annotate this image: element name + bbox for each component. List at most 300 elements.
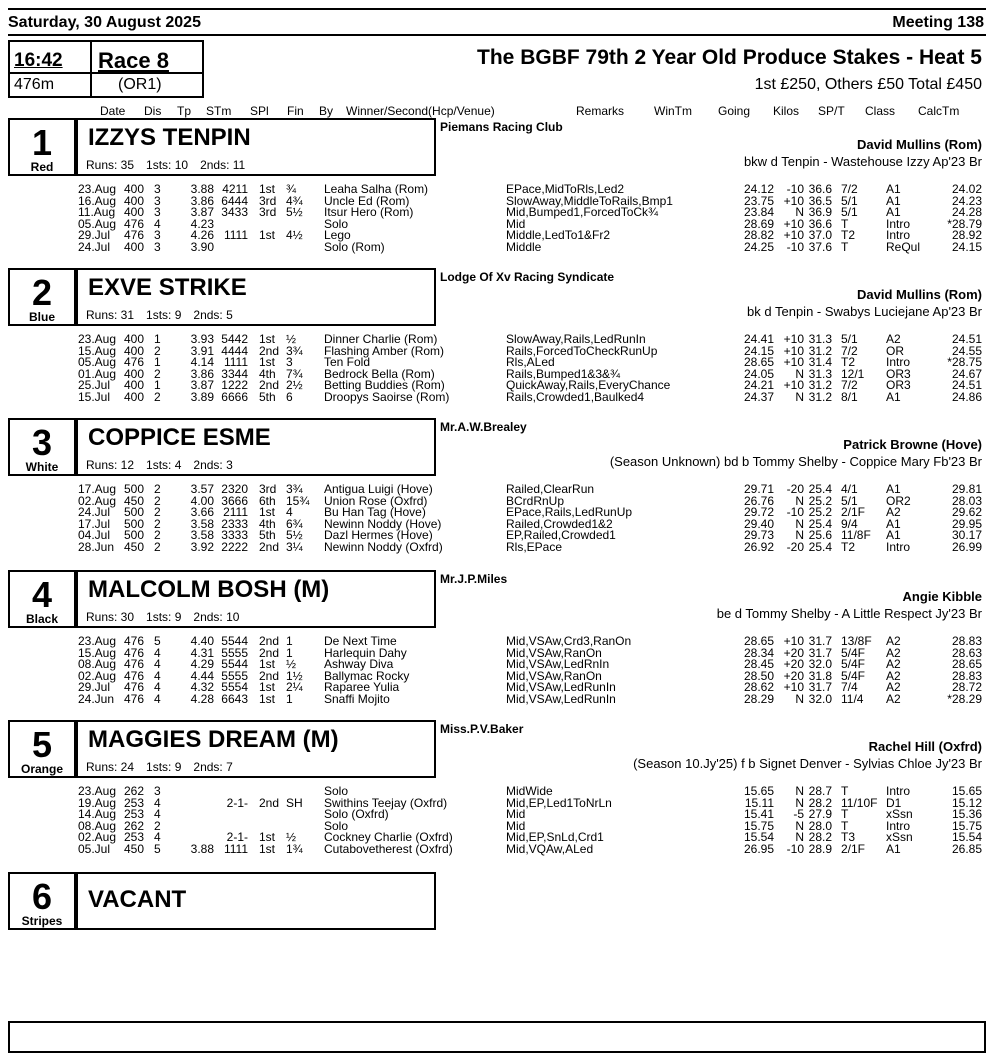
form-cell: 14.Aug: [78, 807, 117, 821]
form-cell: Intro: [886, 216, 911, 231]
runner-stats: Runs: 35 1sts: 10 2nds: 11: [86, 158, 246, 172]
form-cell: A2: [886, 505, 901, 519]
form-cell: 1¾: [286, 841, 303, 856]
column-header: Remarks: [576, 104, 625, 118]
form-cell: 25.2: [808, 493, 832, 508]
form-cell: A2: [886, 680, 901, 694]
runner-stats: Runs: 30 1sts: 9 2nds: 10: [86, 610, 240, 624]
form-cell: 08.Aug: [78, 657, 117, 671]
form-cell: 5/1: [841, 205, 858, 219]
form-cell: 15.65: [743, 784, 774, 798]
form-cell: 25.6: [808, 528, 832, 542]
form-cell: A1: [886, 528, 901, 542]
form-cell: BCrdRnUp: [506, 493, 565, 508]
form-cell: 4.29: [190, 657, 214, 671]
form-cell: Railed,ClearRun: [506, 482, 595, 496]
form-cell: 32.0: [808, 657, 832, 671]
form-cell: Intro: [886, 355, 911, 369]
form-cell: 476: [124, 634, 145, 648]
form-cell: 28.72: [951, 680, 982, 694]
runner-name: IZZYS TENPIN: [88, 124, 251, 151]
column-header: SPl: [250, 104, 269, 118]
runner-name-box: [76, 268, 436, 326]
trap-number: 5: [31, 724, 53, 765]
form-cell: 3344: [221, 366, 248, 381]
form-cell: 2¼: [286, 680, 303, 694]
form-cell: 2nd: [259, 668, 280, 683]
form-cell: N: [795, 830, 804, 844]
form-cell: 3rd: [259, 205, 277, 219]
form-cell: 02.Aug: [78, 493, 117, 508]
form-cell: 450: [124, 841, 145, 856]
form-cell: 28.65: [951, 657, 982, 671]
form-cell: 476: [124, 657, 145, 671]
form-cell: 1: [286, 691, 293, 706]
form-cell: 5/1: [841, 193, 858, 208]
form-cell: 4: [154, 830, 161, 844]
runner-name: VACANT: [88, 886, 187, 913]
form-cell: 05.Aug: [78, 355, 117, 369]
trap-colour: Stripes: [21, 914, 63, 928]
form-cell: 23.Aug: [78, 182, 117, 196]
form-cell: 11/4: [841, 691, 864, 706]
form-cell: 1222: [221, 378, 248, 392]
form-cell: 28.69: [743, 216, 774, 231]
form-cell: 4: [154, 657, 161, 671]
form-cell: T: [841, 807, 849, 821]
form-cell: 4½: [286, 228, 303, 242]
runner-breeding: bk d Tenpin - Swabys Luciejane Ap'23 Br: [747, 304, 982, 319]
form-cell: A1: [886, 182, 901, 196]
form-cell: 08.Aug: [78, 818, 117, 833]
form-cell: 1: [286, 634, 293, 648]
form-cell: 24.51: [951, 378, 982, 392]
column-header: Going: [718, 104, 751, 118]
form-cell: 29.62: [951, 505, 982, 519]
form-cell: 24.21: [743, 378, 774, 392]
form-cell: 29.40: [743, 516, 774, 531]
form-cell: 6th: [259, 493, 276, 508]
form-cell: 9/4: [841, 516, 858, 531]
form-cell: 2: [154, 389, 161, 404]
trap-box: [8, 268, 76, 326]
form-cell: 4.00: [190, 493, 214, 508]
form-cell: EPace,MidToRls,Led2: [506, 182, 625, 196]
form-cell: 4.14: [190, 355, 214, 369]
form-cell: 28.65: [743, 355, 774, 369]
form-cell: 11/8F: [841, 528, 871, 542]
form-cell: +20: [783, 668, 804, 683]
form-cell: 24.67: [951, 366, 982, 381]
form-cell: Solo: [324, 784, 349, 798]
form-cell: Railed,Crowded1&2: [506, 516, 613, 531]
form-cell: +20: [783, 645, 804, 660]
form-cell: 1st: [259, 355, 276, 369]
form-cell: 3¾: [286, 482, 303, 496]
form-cell: 2: [154, 528, 161, 542]
form-cell: 31.4: [808, 355, 832, 369]
form-cell: 4: [154, 216, 161, 231]
form-cell: 15.Aug: [78, 645, 117, 660]
form-cell: 3: [154, 193, 161, 208]
form-cell: A2: [886, 691, 901, 706]
form-cell: 7/2: [841, 182, 858, 196]
form-cell: 28.Jun: [78, 539, 115, 554]
form-cell: 24.41: [743, 332, 774, 346]
column-header: Fin: [287, 104, 304, 118]
form-cell: Bu Han Tag (Hove): [324, 505, 426, 519]
form-cell: 400: [124, 343, 145, 358]
form-cell: 16.Aug: [78, 193, 117, 208]
trap-box: [8, 118, 76, 176]
form-row: [78, 389, 982, 404]
form-cell: 3: [154, 205, 161, 219]
form-cell: 476: [124, 691, 145, 706]
form-cell: 28.83: [951, 668, 982, 683]
form-cell: 3: [286, 355, 293, 369]
form-cell: 500: [124, 482, 145, 496]
form-cell: Lego: [324, 228, 351, 242]
form-cell: 5544: [221, 634, 248, 648]
trap-colour: Black: [25, 612, 59, 626]
form-cell: T3: [841, 830, 856, 844]
form-cell: 28.45: [743, 657, 774, 671]
form-cell: -10: [786, 841, 804, 856]
form-cell: 4444: [221, 343, 248, 358]
form-cell: SlowAway,MiddleToRails,Bmp1: [506, 193, 673, 208]
form-cell: 29.71: [743, 482, 774, 496]
form-cell: 37.6: [808, 239, 832, 254]
trap-number: 6: [31, 876, 53, 917]
form-cell: SlowAway,Rails,LedRunIn: [506, 332, 646, 346]
form-cell: 3: [154, 784, 161, 798]
form-cell: *28.29: [947, 691, 982, 706]
form-cell: N: [795, 389, 804, 404]
form-cell: 37.0: [808, 228, 832, 242]
trap-box: [8, 570, 76, 628]
form-cell: 3666: [221, 493, 248, 508]
race-prizes: 1st £250, Others £50 Total £450: [754, 76, 982, 93]
form-cell: 24.55: [951, 343, 982, 358]
form-cell: 23.75: [743, 193, 774, 208]
form-cell: 2nd: [259, 645, 280, 660]
form-cell: 4¾: [286, 193, 303, 208]
form-cell: -20: [786, 539, 804, 554]
form-cell: Snaffi Mojito: [324, 691, 390, 706]
form-cell: 3.86: [190, 193, 214, 208]
form-cell: 25.2: [808, 505, 832, 519]
form-cell: 1st: [259, 505, 276, 519]
runner-stats: Runs: 12 1sts: 4 2nds: 3: [86, 458, 233, 472]
form-cell: 15.Aug: [78, 343, 117, 358]
form-cell: 450: [124, 493, 145, 508]
form-cell: 4: [154, 668, 161, 683]
runner-breeding: (Season Unknown) bd b Tommy Shelby - Coppice Mary Fb'23 Br: [609, 454, 982, 469]
form-cell: 1: [154, 355, 161, 369]
form-cell: 28.9: [808, 841, 832, 856]
form-cell: Solo: [324, 216, 349, 231]
form-cell: 500: [124, 505, 145, 519]
form-cell: 253: [124, 795, 145, 810]
form-cell: 400: [124, 332, 145, 346]
form-cell: 31.3: [808, 366, 832, 381]
form-cell: 15.75: [951, 818, 982, 833]
form-cell: +10: [783, 228, 804, 242]
form-cell: 29.73: [743, 528, 774, 542]
form-cell: +10: [783, 680, 804, 694]
form-cell: 400: [124, 193, 145, 208]
form-cell: 26.85: [951, 841, 982, 856]
form-cell: 4: [154, 680, 161, 694]
form-cell: Mid: [506, 818, 526, 833]
column-header: SP/T: [818, 104, 845, 118]
form-cell: Ten Fold: [324, 355, 371, 369]
form-cell: N: [795, 818, 804, 833]
form-cell: 1st: [259, 332, 276, 346]
trap-box: [8, 720, 76, 778]
form-cell: 25.4: [808, 482, 832, 496]
form-cell: 3: [154, 228, 161, 242]
form-cell: 25.4: [808, 516, 832, 531]
form-cell: 2222: [221, 539, 248, 554]
form-cell: 5: [154, 841, 161, 856]
form-cell: 6: [286, 389, 293, 404]
form-cell: 13/8F: [841, 634, 872, 648]
footer-box: [8, 1021, 986, 1053]
runner-name-box: [76, 418, 436, 476]
form-cell: Intro: [886, 784, 911, 798]
runner-trainer: David Mullins (Rom): [857, 137, 982, 152]
form-cell: 1st: [259, 841, 276, 856]
form-cell: MidWide: [506, 784, 553, 798]
form-cell: ½: [286, 830, 297, 844]
form-cell: 5½: [286, 205, 303, 219]
form-cell: 28.34: [743, 645, 774, 660]
form-cell: T2: [841, 539, 856, 554]
form-cell: xSsn: [886, 807, 913, 821]
form-cell: A2: [886, 668, 901, 683]
form-cell: 3.87: [190, 378, 214, 392]
form-cell: +10: [783, 343, 804, 358]
form-cell: +10: [783, 378, 804, 392]
form-cell: 4: [286, 505, 293, 519]
form-cell: Swithins Teejay (Oxfrd): [324, 795, 448, 810]
form-cell: +10: [783, 355, 804, 369]
form-cell: Middle,LedTo1&Fr2: [506, 228, 611, 242]
race-distance: 476m: [14, 76, 55, 93]
form-cell: 15¾: [286, 493, 310, 508]
form-cell: 2: [154, 343, 161, 358]
form-cell: 28.0: [808, 818, 832, 833]
form-cell: 11/10F: [841, 795, 878, 810]
form-cell: 500: [124, 528, 145, 542]
form-cell: Antigua Luigi (Hove): [324, 482, 433, 496]
form-cell: EPace,Rails,LedRunUp: [506, 505, 633, 519]
form-cell: Rails,Bumped1&3&¾: [506, 366, 621, 381]
form-cell: 2½: [286, 378, 303, 392]
form-cell: 400: [124, 182, 145, 196]
form-cell: 5: [154, 634, 161, 648]
form-cell: 2nd: [259, 539, 280, 554]
form-cell: 476: [124, 216, 145, 231]
form-cell: 31.2: [808, 343, 832, 358]
form-cell: 29.Jul: [78, 228, 111, 242]
form-cell: 01.Aug: [78, 366, 117, 381]
form-row: [78, 841, 982, 856]
form-cell: 4/1: [841, 482, 858, 496]
form-cell: Betting Buddies (Rom): [324, 378, 445, 392]
runner-name: EXVE STRIKE: [88, 274, 247, 301]
form-cell: 31.2: [808, 378, 832, 392]
form-cell: Newinn Noddy (Hove): [324, 516, 442, 531]
form-cell: 2320: [221, 482, 248, 496]
column-header: Kilos: [773, 104, 800, 118]
form-cell: 3.58: [190, 528, 214, 542]
form-cell: 24.28: [951, 205, 982, 219]
form-cell: 262: [124, 784, 145, 798]
form-cell: 24.37: [743, 389, 774, 404]
column-header: Dis: [144, 104, 162, 118]
form-cell: 1st: [259, 830, 276, 844]
form-cell: 24.Jul: [78, 239, 111, 254]
runner-name-box: [76, 872, 436, 930]
form-cell: 36.6: [808, 182, 832, 196]
form-cell: Mid,VSAw,Crd3,RanOn: [506, 634, 632, 648]
form-cell: Harlequin Dahy: [324, 645, 407, 660]
form-cell: SH: [286, 795, 303, 810]
form-cell: 32.0: [808, 691, 832, 706]
column-header: Class: [865, 104, 896, 118]
form-cell: 1111: [223, 355, 248, 369]
form-cell: 450: [124, 539, 145, 554]
runner-name: COPPICE ESME: [88, 424, 271, 451]
form-cell: 476: [124, 680, 145, 694]
form-cell: +10: [783, 193, 804, 208]
form-cell: 4.23: [190, 216, 214, 231]
form-cell: *28.79: [947, 216, 982, 231]
form-cell: A1: [886, 516, 901, 531]
form-cell: 3.57: [190, 482, 214, 496]
form-cell: Solo (Rom): [324, 239, 385, 254]
form-cell: 2: [154, 366, 161, 381]
form-cell: -20: [786, 482, 804, 496]
form-cell: 4211: [222, 182, 248, 196]
runner-stats: Runs: 24 1sts: 9 2nds: 7: [86, 760, 233, 774]
form-cell: Mid: [506, 807, 526, 821]
form-cell: Mid,VSAw,LedRunIn: [506, 680, 616, 694]
form-cell: 476: [124, 355, 145, 369]
form-cell: 26.76: [743, 493, 774, 508]
form-cell: 3433: [221, 205, 248, 219]
form-cell: 31.7: [808, 680, 832, 694]
form-cell: 2-1-: [226, 795, 248, 810]
form-cell: 28.63: [951, 645, 982, 660]
form-cell: 23.Aug: [78, 634, 117, 648]
form-cell: 6666: [221, 389, 248, 404]
form-cell: 476: [124, 228, 145, 242]
form-cell: 3.88: [190, 182, 214, 196]
form-cell: -10: [786, 182, 804, 196]
runner-stats: Runs: 31 1sts: 9 2nds: 5: [86, 308, 233, 322]
form-cell: 23.Aug: [78, 784, 117, 798]
trap-number: 4: [31, 574, 53, 615]
form-cell: 4.28: [190, 691, 214, 706]
form-cell: 1½: [286, 668, 303, 683]
form-cell: A2: [886, 657, 901, 671]
form-cell: 3rd: [259, 482, 277, 496]
form-cell: 2333: [221, 516, 248, 531]
race-number: Race 8: [98, 48, 169, 73]
form-cell: 5555: [221, 668, 248, 683]
form-cell: N: [795, 493, 804, 508]
form-cell: 28.7: [808, 784, 832, 798]
form-cell: Mid,EP,Led1ToNrLn: [506, 795, 612, 810]
form-cell: 28.65: [743, 634, 774, 648]
form-cell: 7/4: [841, 680, 858, 694]
form-row: [78, 539, 982, 554]
form-cell: ½: [286, 332, 297, 346]
trap-box: [8, 872, 76, 930]
form-cell: 1: [154, 378, 161, 392]
form-cell: 4.26: [190, 228, 214, 242]
form-cell: Ashway Diva: [324, 657, 394, 671]
form-cell: 24.02: [951, 182, 982, 196]
form-cell: 24.Jul: [78, 505, 111, 519]
form-cell: N: [795, 528, 804, 542]
form-cell: 3.88: [190, 841, 214, 856]
page-header: [8, 8, 986, 36]
form-cell: Bedrock Bella (Rom): [324, 366, 435, 381]
form-cell: Mid,VSAw,RanOn: [506, 668, 602, 683]
form-cell: 4th: [259, 516, 276, 531]
form-cell: 2: [154, 482, 161, 496]
form-cell: 04.Jul: [78, 528, 111, 542]
form-cell: Intro: [886, 228, 911, 242]
form-cell: 4.40: [190, 634, 214, 648]
form-cell: +20: [783, 657, 804, 671]
form-cell: ¾: [286, 182, 297, 196]
trap-colour: Orange: [20, 762, 63, 776]
form-cell: 3.58: [190, 516, 214, 531]
form-cell: 25.Jul: [78, 378, 111, 392]
form-cell: 28.03: [951, 493, 982, 508]
form-cell: 28.92: [951, 228, 982, 242]
form-cell: Flashing Amber (Rom): [324, 343, 445, 358]
form-cell: 8/1: [841, 389, 858, 404]
race-info-box: [8, 40, 204, 98]
form-cell: 3.92: [190, 539, 214, 554]
form-cell: T2: [841, 355, 856, 369]
form-cell: 2: [154, 493, 161, 508]
form-cell: 28.83: [951, 634, 982, 648]
form-cell: 31.2: [808, 389, 832, 404]
form-cell: A1: [886, 389, 901, 404]
form-cell: 2nd: [259, 634, 280, 648]
form-cell: 476: [124, 668, 145, 683]
form-table: [78, 786, 982, 855]
runner-owner: Lodge Of Xv Racing Syndicate: [440, 270, 615, 284]
form-cell: -5: [793, 807, 804, 821]
form-cell: 6444: [221, 193, 248, 208]
column-header: WinTm: [654, 104, 692, 118]
form-cell: 4: [154, 691, 161, 706]
form-cell: 5th: [259, 389, 276, 404]
form-cell: 36.5: [808, 193, 832, 208]
form-cell: Uncle Ed (Rom): [324, 193, 410, 208]
form-cell: 5442: [221, 332, 248, 346]
form-cell: ReQul: [886, 239, 921, 254]
form-cell: 5/4F: [841, 645, 866, 660]
